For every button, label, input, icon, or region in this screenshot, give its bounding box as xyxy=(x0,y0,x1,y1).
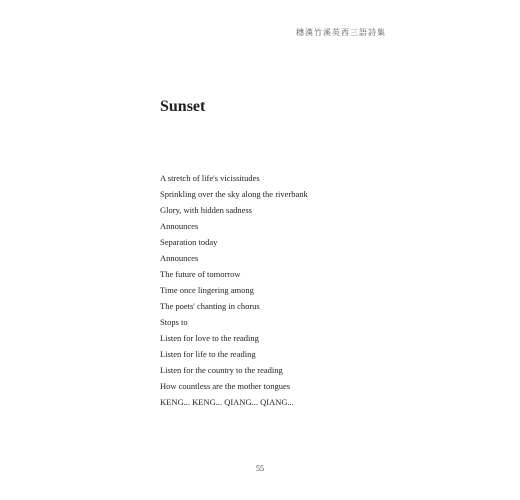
poem-body xyxy=(160,170,308,410)
poem-line: The future of tomorrow xyxy=(160,269,241,279)
poem-line: Announces xyxy=(160,253,199,263)
poem-line: Time once lingering among xyxy=(160,285,254,295)
poem-line: Sprinkling over the sky along the riverbank xyxy=(160,189,308,199)
poem-line: Stops to xyxy=(160,317,188,327)
poem-line: How countless are the mother tongues xyxy=(160,381,291,391)
page-number: 55 xyxy=(256,464,264,473)
poem-line: The poets' chanting in chorus xyxy=(160,301,260,311)
poem-line: Listen for the country to the reading xyxy=(160,365,283,375)
poem-line: Glory, with hidden sadness xyxy=(160,205,252,215)
poem-line: KENG... KENG... QIANG... QIANG... xyxy=(160,397,294,407)
poem-line: Listen for love to the reading xyxy=(160,333,259,343)
poem-line: A stretch of life's vicissitudes xyxy=(160,173,260,183)
poem-line: Listen for life to the reading xyxy=(160,349,256,359)
poem-line: Announces xyxy=(160,221,199,231)
running-header: 穗漢竹溪英西三語詩集 xyxy=(296,28,386,37)
poem-title: Sunset xyxy=(160,98,206,115)
poem-line: Separation today xyxy=(160,237,218,247)
